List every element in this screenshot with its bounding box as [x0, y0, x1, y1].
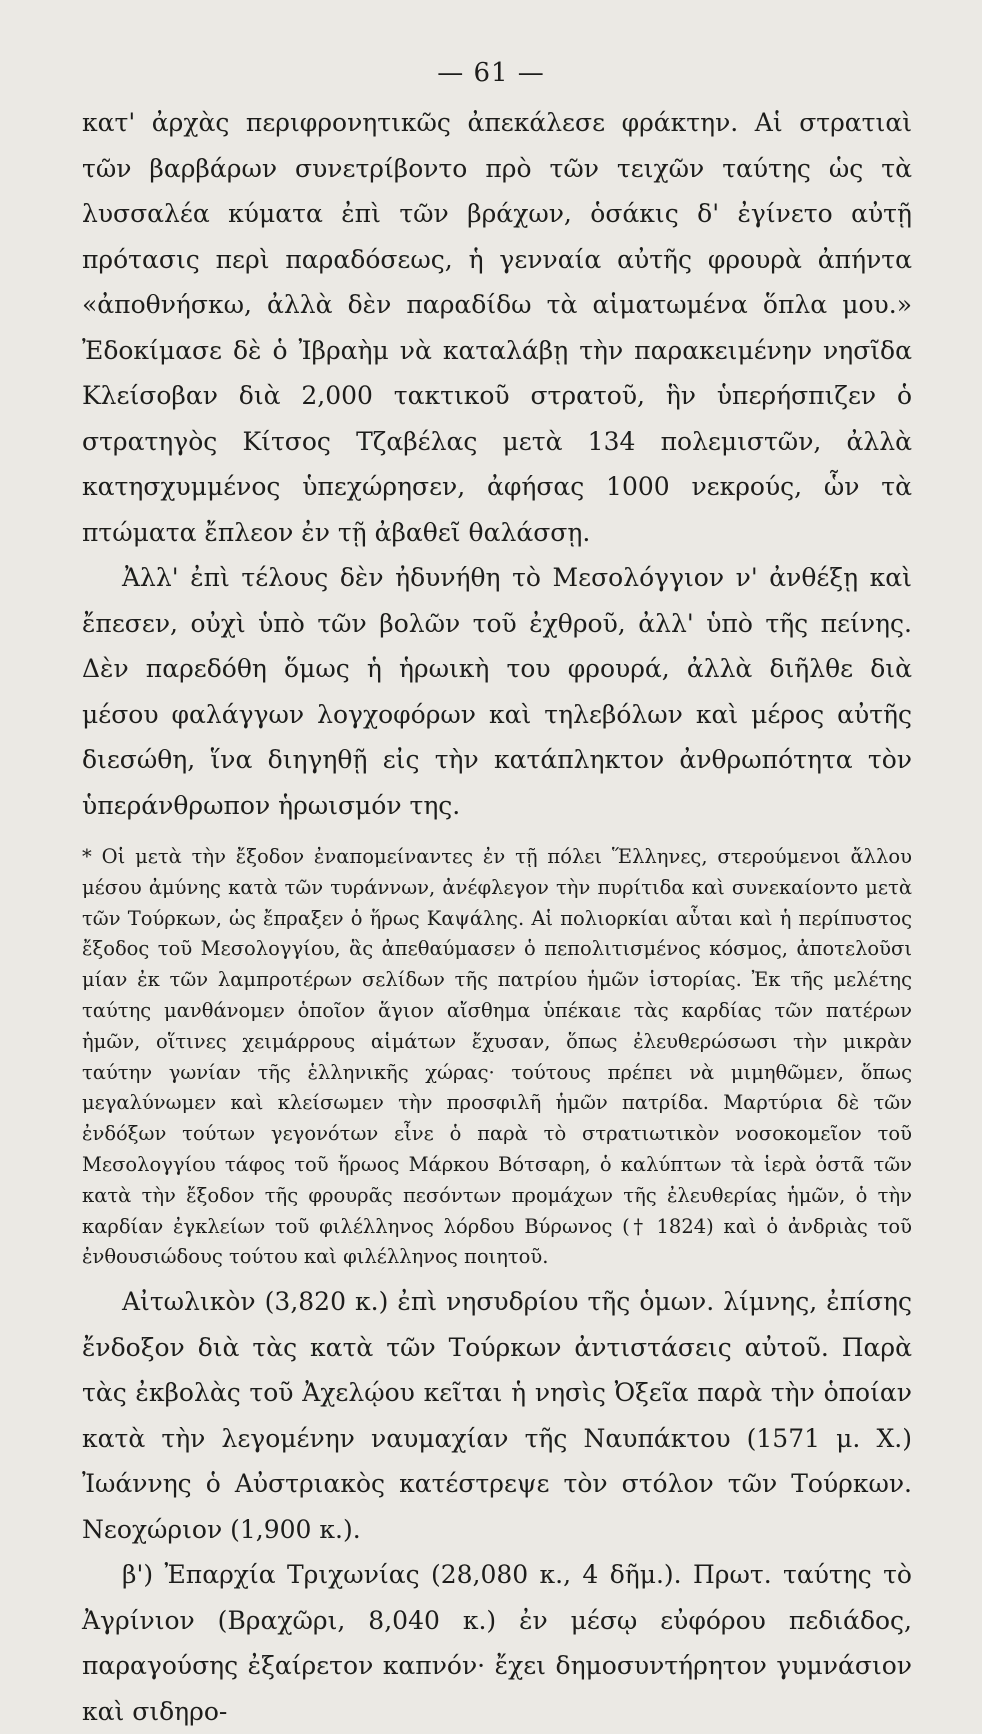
- paragraph-trichonia: β') Ἐπαρχία Τριχωνίας (28,080 κ., 4 δῆμ.). Πρωτ. ταύτης τὸ Ἀγρίνιον (Βραχῶρι, 8,040 κ.) ἐν μέσῳ εὐφόρου πεδιάδος, παραγούσης ἐξαίρετον καπνόν· ἔχει δημοσυντήρητον γυμνάσιον καὶ σιδηρο-: [82, 1560, 912, 1726]
- page-number: — 61 —: [437, 58, 545, 88]
- paragraph-aitoliko: Αἰτωλικὸν (3,820 κ.) ἐπὶ νησυδρίου τῆς ὁμων. λίμνης, ἐπίσης ἔνδοξον διὰ τὰς κατὰ τῶν Τούρκων ἀντιστάσεις αὐτοῦ. Παρὰ τὰς ἐκβολὰς τοῦ Ἀχελῴου κεῖται ἡ νησὶς Ὀξεῖα παρὰ τὴν ὁποίαν κατὰ τὴν λεγομένην ναυμαχίαν τῆς Ναυπάκτου (1571 μ. Χ.) Ἰωάννης ὁ Αὐστριακὸς κατέστρεψε τὸν στόλον τῶν Τούρκων. Νεοχώριον (1,900 κ.).: [82, 1287, 912, 1544]
- paragraph-fall-of-mesolongi: Ἀλλ' ἐπὶ τέλους δὲν ἠδυνήθη τὸ Μεσολόγγιον ν' ἀνθέξῃ καὶ ἔπεσεν, οὐχὶ ὑπὸ τῶν βολῶν τοῦ ἐχθροῦ, ἀλλ' ὑπὸ τῆς πείνης. Δὲν παρεδόθη ὅμως ἡ ἡρωικὴ του φρουρά, ἀλλὰ διῆλθε διὰ μέσου φαλάγγων λογχοφόρων καὶ τηλεβόλων καὶ μέρος αὐτῆς διεσώθη, ἵνα διηγηθῇ εἰς τὴν κατάπληκτον ἀνθρωπότητα τὸν ὑπεράνθρωπον ἡρωισμόν της.: [82, 563, 912, 820]
- footnote: * Οἱ μετὰ τὴν ἔξοδον ἐναπομείναντες ἐν τῇ πόλει Ἕλληνες, στερούμενοι ἄλλου μέσου ἀμύνης κατὰ τῶν τυράννων, ἀνέφλεγον τὴν πυρίτιδα καὶ συνεκαίοντο μετὰ τῶν Τούρκων, ὡς ἔπραξεν ὁ ἥρως Καψάλης. Αἱ πολιορκίαι αὗται καὶ ἡ περίπυστος ἔξοδος τοῦ Μεσολογγίου, ἃς ἀπεθαύμασεν ὁ πεπολιτισμένος κόσμος, ἀποτελοῦσι μίαν ἐκ τῶν λαμπροτέρων σελίδων τῆς πατρίου ἡμῶν ἱστορίας. Ἐκ τῆς μελέτης ταύτης μανθάνομεν ὁποῖον ἅγιον αἴσθημα ὑπέκαιε τὰς καρδίας τῶν πατέρων ἡμῶν, οἵτινες χειμάρρους αἱμάτων ἔχυσαν, ὅπως ἐλευθερώσωσι τὴν μικρὰν ταύτην γωνίαν τῆς ἑλληνικῆς χώρας· τούτους πρέπει νὰ μιμηθῶμεν, ὅπως μεγαλύνωμεν καὶ κλείσωμεν τὴν προσφιλῆ ἡμῶν πατρίδα. Μαρτύρια δὲ τῶν ἐνδόξων τούτων γεγονότων εἶνε ὁ παρὰ τὸ στρατιωτικὸν νοσοκομεῖον τοῦ Μεσολογγίου τάφος τοῦ ἥρωος Μάρκου Βότσαρη, ὁ καλύπτων τὰ ἱερὰ ὀστᾶ τῶν κατὰ τὴν ἔξοδον τῆς φρουρᾶς πεσόντων προμάχων τῆς ἐλευθερίας ἡμῶν, ὁ τὴν καρδίαν ἐγκλείων τοῦ φιλέλληνος λόρδου Βύρωνος († 1824) καὶ ὁ ἀνδριὰς τοῦ ἐνθουσιώδους τούτου καὶ φιλέλληνος ποιητοῦ.: [82, 845, 912, 1269]
- page-body: [82, 100, 912, 1734]
- paragraph-siege-defense: κατ' ἀρχὰς περιφρονητικῶς ἀπεκάλεσε φράκτην. Αἱ στρατιαὶ τῶν βαρβάρων συνετρίβοντο πρὸ τῶν τειχῶν ταύτης ὡς τὰ λυσσαλέα κύματα ἐπὶ τῶν βράχων, ὁσάκις δ' ἐγίνετο αὐτῇ πρότασις περὶ παραδόσεως, ἡ γενναία αὐτῆς φρουρὰ ἀπήντα «ἀποθνήσκω, ἀλλὰ δὲν παραδίδω τὰ αἱματωμένα ὅπλα μου.» Ἐδοκίμασε δὲ ὁ Ἰβραὴμ νὰ καταλάβῃ τὴν παρακειμένην νησῖδα Κλείσοβαν διὰ 2,000 τακτικοῦ στρατοῦ, ἣν ὑπερήσπιζεν ὁ στρατηγὸς Κίτσος Τζαβέλας μετὰ 134 πολεμιστῶν, ἀλλὰ κατησχυμμένος ὑπεχώρησεν, ἀφήσας 1000 νεκρούς, ὧν τὰ πτώματα ἔπλεον ἐν τῇ ἀβαθεῖ θαλάσσῃ.: [82, 108, 912, 547]
